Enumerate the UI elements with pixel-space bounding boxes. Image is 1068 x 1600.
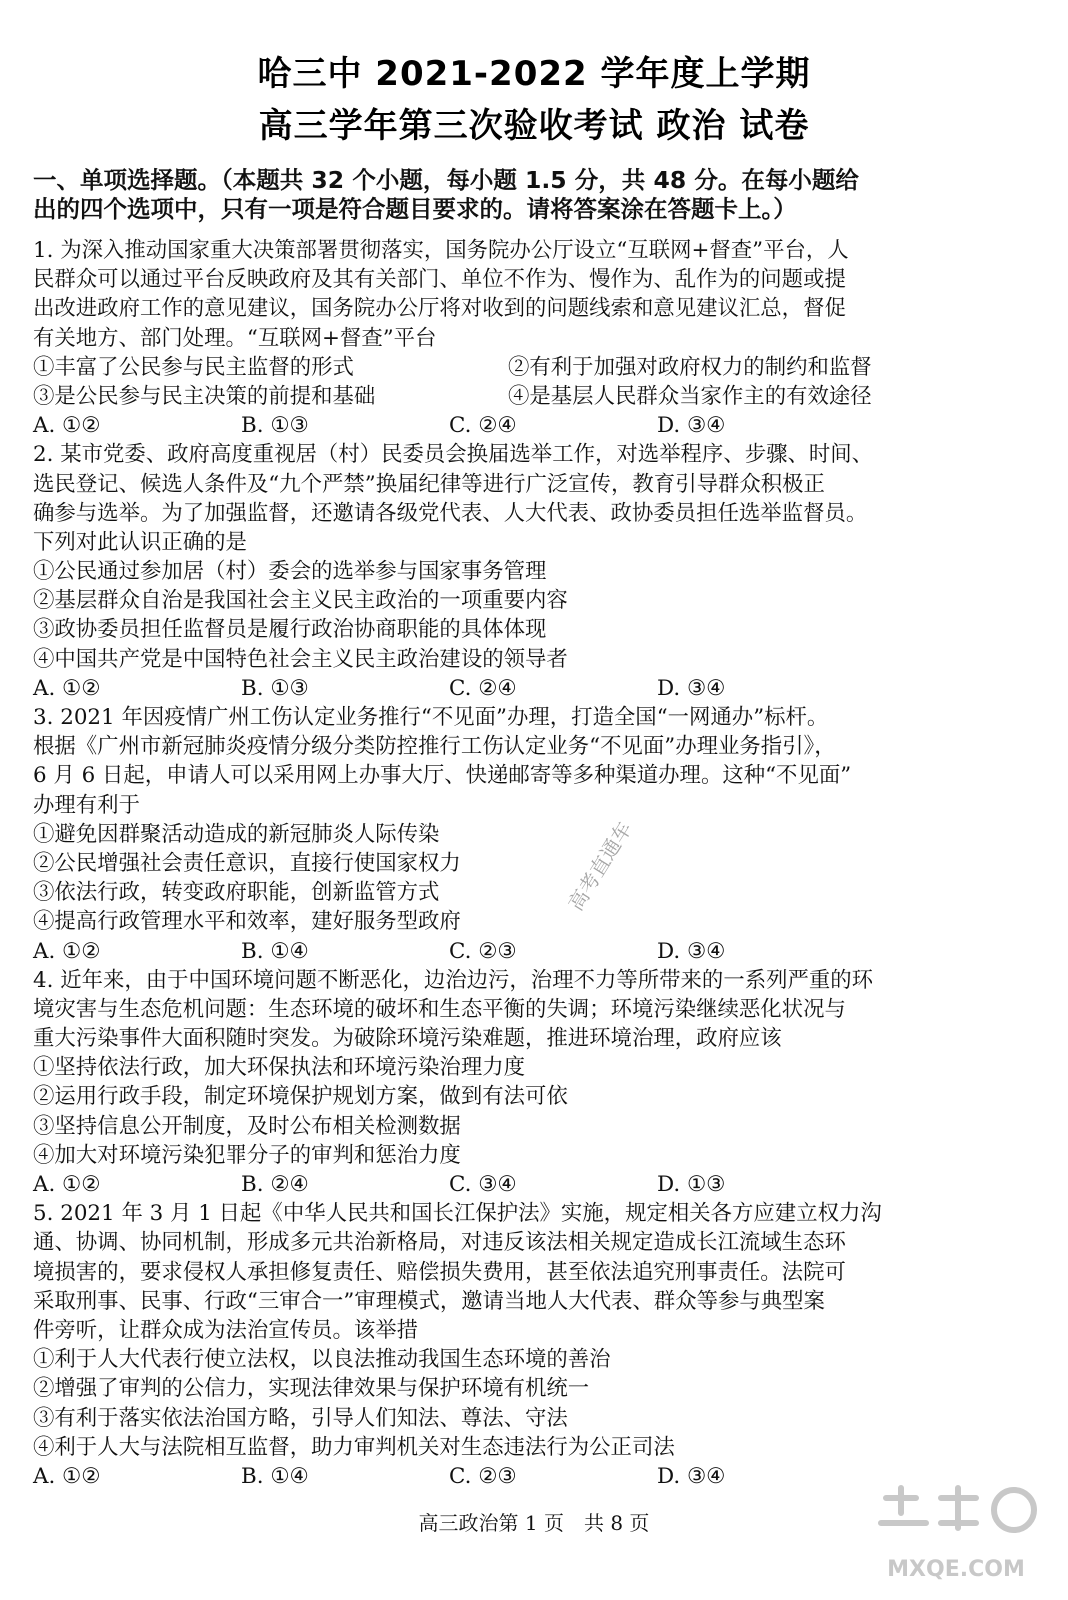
question-stem-line: 4. 近年来，由于中国环境问题不断恶化，边治边污，治理不力等所带来的一系列严重的环 bbox=[33, 967, 874, 993]
page-footer: 高三政治第 1 页 共 8 页 bbox=[418, 1511, 650, 1535]
option-item: ②增强了审判的公信力，实现法律效果与保护环境有机统一 bbox=[33, 1376, 590, 1402]
question-2 bbox=[33, 440, 1033, 703]
question-stem-line: 1. 为深入推动国家重大决策部署贯彻落实，国务院办公厅设立“互联网+督查”平台，人 bbox=[33, 238, 849, 263]
choice-b: B. ①④ bbox=[241, 1463, 309, 1489]
option-item: ②有利于加强对政府权力的制约和监督 bbox=[508, 354, 872, 380]
question-stem-line: 境灾害与生态危机问题：生态环境的破坏和生态平衡的失调；环境污染继续恶化状况与 bbox=[33, 996, 846, 1022]
question-1 bbox=[33, 236, 1033, 440]
option-item: ①坚持依法行政，加大环保执法和环境污染治理力度 bbox=[33, 1055, 525, 1081]
option-item: ①丰富了公民参与民主监督的形式 bbox=[33, 354, 354, 380]
question-stem-line: 采取刑事、民事、行政“三审合一”审理模式，邀请当地人大代表、群众等参与典型案 bbox=[33, 1288, 825, 1314]
question-stem-line: 6 月 6 日起，申请人可以采用网上办事大厅、快递邮寄等多种渠道办理。这种“不见面” bbox=[33, 763, 852, 789]
option-item: ③政协委员担任监督员是履行政治协商职能的具体体现 bbox=[33, 617, 547, 643]
question-stem-line: 出改进政府工作的意见建议，国务院办公厅将对收到的问题线索和意见建议汇总，督促 bbox=[33, 296, 846, 322]
choice-a: A. ①② bbox=[33, 1172, 101, 1197]
choice-c: C. ②③ bbox=[449, 938, 517, 964]
option-item: ①公民通过参加居（村）委会的选举参与国家事务管理 bbox=[33, 559, 547, 585]
choice-a: A. ①② bbox=[33, 413, 101, 439]
question-stem-line: 件旁听，让群众成为法治宣传员。该举措 bbox=[33, 1317, 419, 1343]
question-stem-line: 5. 2021 年 3 月 1 日起《中华人民共和国长江保护法》实施，规定相关各方应建立权力沟 bbox=[33, 1201, 882, 1227]
choice-d: D. ③④ bbox=[657, 1463, 726, 1489]
option-item: ③坚持信息公开制度，及时公布相关检测数据 bbox=[33, 1113, 461, 1139]
option-item: ④中国共产党是中国特色社会主义民主政治建设的领导者 bbox=[33, 646, 568, 672]
exam-subtitle: 高三学年第三次验收考试 政治 试卷 bbox=[258, 106, 810, 146]
question-stem-line: 重大污染事件大面积随时突发。为破除环境污染难题，推进环境治理，政府应该 bbox=[33, 1026, 782, 1052]
question-list bbox=[33, 236, 1033, 1491]
choice-a: A. ①② bbox=[33, 675, 101, 701]
option-item: ③是公民参与民主决策的前提和基础 bbox=[33, 383, 376, 409]
watermark-text: 高考直通车 bbox=[563, 817, 637, 915]
option-item: ④提高行政管理水平和效率，建好服务型政府 bbox=[33, 909, 461, 935]
choice-b: B. ①③ bbox=[241, 413, 309, 439]
choice-a: A. ①② bbox=[33, 1463, 101, 1489]
option-item: ②基层群众自治是我国社会主义民主政治的一项重要内容 bbox=[33, 588, 568, 614]
choice-c: C. ②④ bbox=[449, 675, 517, 701]
question-stem-line: 3. 2021 年因疫情广州工伤认定业务推行“不见面”办理，打造全国“一网通办”标杆。 bbox=[33, 705, 829, 730]
option-item: ②公民增强社会责任意识，直接行使国家权力 bbox=[33, 850, 461, 876]
choice-d: D. ③④ bbox=[657, 938, 726, 964]
question-stem-line: 境损害的，要求侵权人承担修复责任、赔偿损失费用，甚至依法追究刑事责任。法院可 bbox=[33, 1259, 846, 1285]
question-5 bbox=[33, 1199, 1033, 1491]
question-3 bbox=[33, 703, 1033, 966]
section-instructions bbox=[33, 164, 1033, 222]
choice-d: D. ①③ bbox=[657, 1172, 726, 1197]
question-4 bbox=[33, 966, 1033, 1200]
choice-c: C. ②③ bbox=[449, 1463, 517, 1489]
choice-c: C. ③④ bbox=[449, 1172, 517, 1197]
site-logo-icon bbox=[866, 1478, 1046, 1588]
choice-c: C. ②④ bbox=[449, 413, 517, 439]
section-line-1: 一、单项选择题。（本题共 32 个小题，每小题 1.5 分，共 48 分。在每小题给 bbox=[33, 166, 859, 194]
option-item: ①利于人大代表行使立法权，以良法推动我国生态环境的善治 bbox=[33, 1347, 611, 1373]
question-stem-line: 民群众可以通过平台反映政府及其有关部门、单位不作为、慢作为、乱作为的问题或提 bbox=[33, 267, 846, 293]
option-item: ①避免因群聚活动造成的新冠肺炎人际传染 bbox=[33, 821, 440, 847]
option-item: ④是基层人民群众当家作主的有效途径 bbox=[508, 383, 872, 409]
question-stem-line: 根据《广州市新冠肺炎疫情分级分类防控推行工伤认定业务“不见面”办理业务指引》， bbox=[33, 734, 836, 760]
option-item: ④利于人大与法院相互监督，助力审判机关对生态违法行为公正司法 bbox=[33, 1434, 675, 1460]
option-row bbox=[33, 382, 1033, 411]
question-stem-line: 办理有利于 bbox=[33, 792, 140, 818]
answer-choices bbox=[33, 1170, 1033, 1199]
section-line-2: 出的四个选项中，只有一项是符合题目要求的。请将答案涂在答题卡上。） bbox=[33, 195, 797, 224]
choice-b: B. ②④ bbox=[241, 1172, 309, 1197]
question-stem-line: 下列对此认识正确的是 bbox=[33, 529, 247, 555]
answer-choices bbox=[33, 937, 1033, 966]
option-item: ③有利于落实依法治国方略，引导人们知法、尊法、守法 bbox=[33, 1405, 568, 1431]
question-stem-line: 确参与选举。为了加强监督，还邀请各级党代表、人大代表、政协委员担任选举监督员。 bbox=[33, 500, 868, 526]
logo-text: MXQE.COM bbox=[887, 1557, 1025, 1582]
option-item: ③依法行政，转变政府职能，创新监管方式 bbox=[33, 880, 440, 906]
question-stem-line: 通、协调、协同机制，形成多元共治新格局，对违反该法相关规定造成长江流域生态环 bbox=[33, 1230, 846, 1256]
choice-d: D. ③④ bbox=[657, 413, 726, 439]
option-row bbox=[33, 353, 1033, 382]
question-stem-line: 2. 某市党委、政府高度重视居（村）民委员会换届选举工作，对选举程序、步骤、时间、 bbox=[33, 442, 874, 468]
choice-a: A. ①② bbox=[33, 938, 101, 964]
choice-d: D. ③④ bbox=[657, 675, 726, 701]
choice-b: B. ①④ bbox=[241, 938, 309, 964]
exam-title: 哈三中 2021-2022 学年度上学期 bbox=[257, 54, 811, 94]
option-item: ②运用行政手段，制定环境保护规划方案，做到有法可依 bbox=[33, 1084, 568, 1110]
option-item: ④加大对环境污染犯罪分子的审判和惩治力度 bbox=[33, 1142, 461, 1168]
question-stem-line: 选民登记、候选人条件及“九个严禁”换届纪律等进行广泛宣传，教育引导群众积极正 bbox=[33, 471, 825, 497]
answer-choices bbox=[33, 411, 1033, 440]
question-stem-line: 有关地方、部门处理。“互联网+督查”平台 bbox=[33, 325, 437, 351]
answer-choices bbox=[33, 674, 1033, 703]
choice-b: B. ①③ bbox=[241, 675, 309, 701]
